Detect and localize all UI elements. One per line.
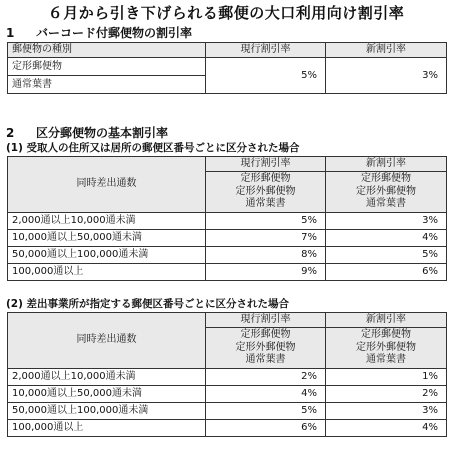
header-send-count: 同時差出通数: [8, 313, 206, 369]
mail-type-standard: 定形郵便物: [8, 58, 206, 76]
header-new-rate: 新割引率: [326, 157, 447, 172]
row-current-rate: 5%: [206, 212, 326, 229]
row-current-rate: 8%: [206, 246, 326, 263]
header-send-count: 同時差出通数: [8, 157, 206, 213]
header-current-rate: 現行割引率: [206, 313, 326, 328]
category-standard: 定形郵便物: [240, 173, 291, 184]
category-postcard: 通常葉書: [366, 198, 406, 209]
category-standard: 定形郵便物: [240, 329, 291, 340]
row-current-rate: 9%: [206, 263, 326, 280]
table-row: [8, 246, 447, 263]
row-count-label: 50,000通以上100,000通未満: [8, 246, 206, 263]
row-count-label: 10,000通以上50,000通未満: [8, 229, 206, 246]
category-nonstandard: 定形外郵便物: [356, 341, 416, 353]
row-new-rate: 2%: [326, 385, 447, 402]
category-postcard: 通常葉書: [245, 198, 286, 209]
row-current-rate: 2%: [206, 368, 326, 385]
table-row: [8, 368, 447, 385]
header-mail-type: 郵便物の種別: [8, 43, 206, 58]
mail-type-postcard: 通常葉書: [8, 76, 206, 94]
barcode-discount-table: [7, 42, 447, 94]
section1-heading-text: バーコード付郵便物の割引率: [36, 26, 193, 40]
table-row: [8, 229, 447, 246]
category-postcard: 通常葉書: [366, 354, 406, 365]
header-current-categories: [206, 328, 326, 369]
header-new-rate: 新割引率: [326, 43, 447, 58]
category-nonstandard: 定形外郵便物: [356, 185, 416, 197]
section2-heading: [6, 124, 168, 141]
row-current-rate: 5%: [206, 402, 326, 419]
table-row: [8, 419, 447, 436]
header-current-rate: 現行割引率: [206, 157, 326, 172]
row-count-label: 2,000通以上10,000通未満: [8, 212, 206, 229]
row-new-rate: 4%: [326, 419, 447, 436]
subsection1-heading: (1) 受取人の住所又は居所の郵便区番号ごとに区分された場合: [6, 142, 300, 154]
header-new-categories: [326, 328, 447, 369]
row-current-rate: 6%: [206, 419, 326, 436]
row-count-label: 100,000通以上: [8, 263, 206, 280]
header-new-categories: [326, 172, 447, 213]
header-new-rate: 新割引率: [326, 313, 447, 328]
row-new-rate: 5%: [326, 246, 447, 263]
section2-heading-text: 区分郵便物の基本割引率: [36, 126, 169, 140]
table-row: [8, 385, 447, 402]
row-new-rate: 6%: [326, 263, 447, 280]
page-title: ６月から引き下げられる郵便の大口利用向け割引率: [47, 4, 405, 22]
row-count-label: 2,000通以上10,000通未満: [8, 368, 206, 385]
table-row: [8, 402, 447, 419]
row-new-rate: 4%: [326, 229, 447, 246]
row-count-label: 100,000通以上: [8, 419, 206, 436]
category-standard: 定形郵便物: [361, 173, 411, 184]
header-current-rate: 現行割引率: [206, 43, 326, 58]
sorted-by-recipient-table: [7, 156, 447, 281]
row-count-label: 50,000通以上100,000通未満: [8, 402, 206, 419]
row-current-rate: 7%: [206, 229, 326, 246]
table-row: [8, 263, 447, 280]
section2-number: 2: [6, 126, 15, 140]
current-rate-value: 5%: [206, 58, 326, 94]
category-nonstandard: 定形外郵便物: [235, 185, 296, 197]
header-current-categories: [206, 172, 326, 213]
category-standard: 定形郵便物: [361, 329, 411, 340]
sorted-by-office-table: [7, 312, 447, 437]
category-postcard: 通常葉書: [245, 354, 286, 365]
category-nonstandard: 定形外郵便物: [235, 341, 296, 353]
new-rate-value: 3%: [326, 58, 447, 94]
row-new-rate: 3%: [326, 402, 447, 419]
row-count-label: 10,000通以上50,000通未満: [8, 385, 206, 402]
section1-heading: [6, 24, 192, 41]
row-current-rate: 4%: [206, 385, 326, 402]
section1-number: 1: [6, 26, 15, 40]
subsection2-heading: (2) 差出事業所が指定する郵便区番号ごとに区分された場合: [6, 298, 290, 310]
row-new-rate: 1%: [326, 368, 447, 385]
table-row: [8, 212, 447, 229]
row-new-rate: 3%: [326, 212, 447, 229]
